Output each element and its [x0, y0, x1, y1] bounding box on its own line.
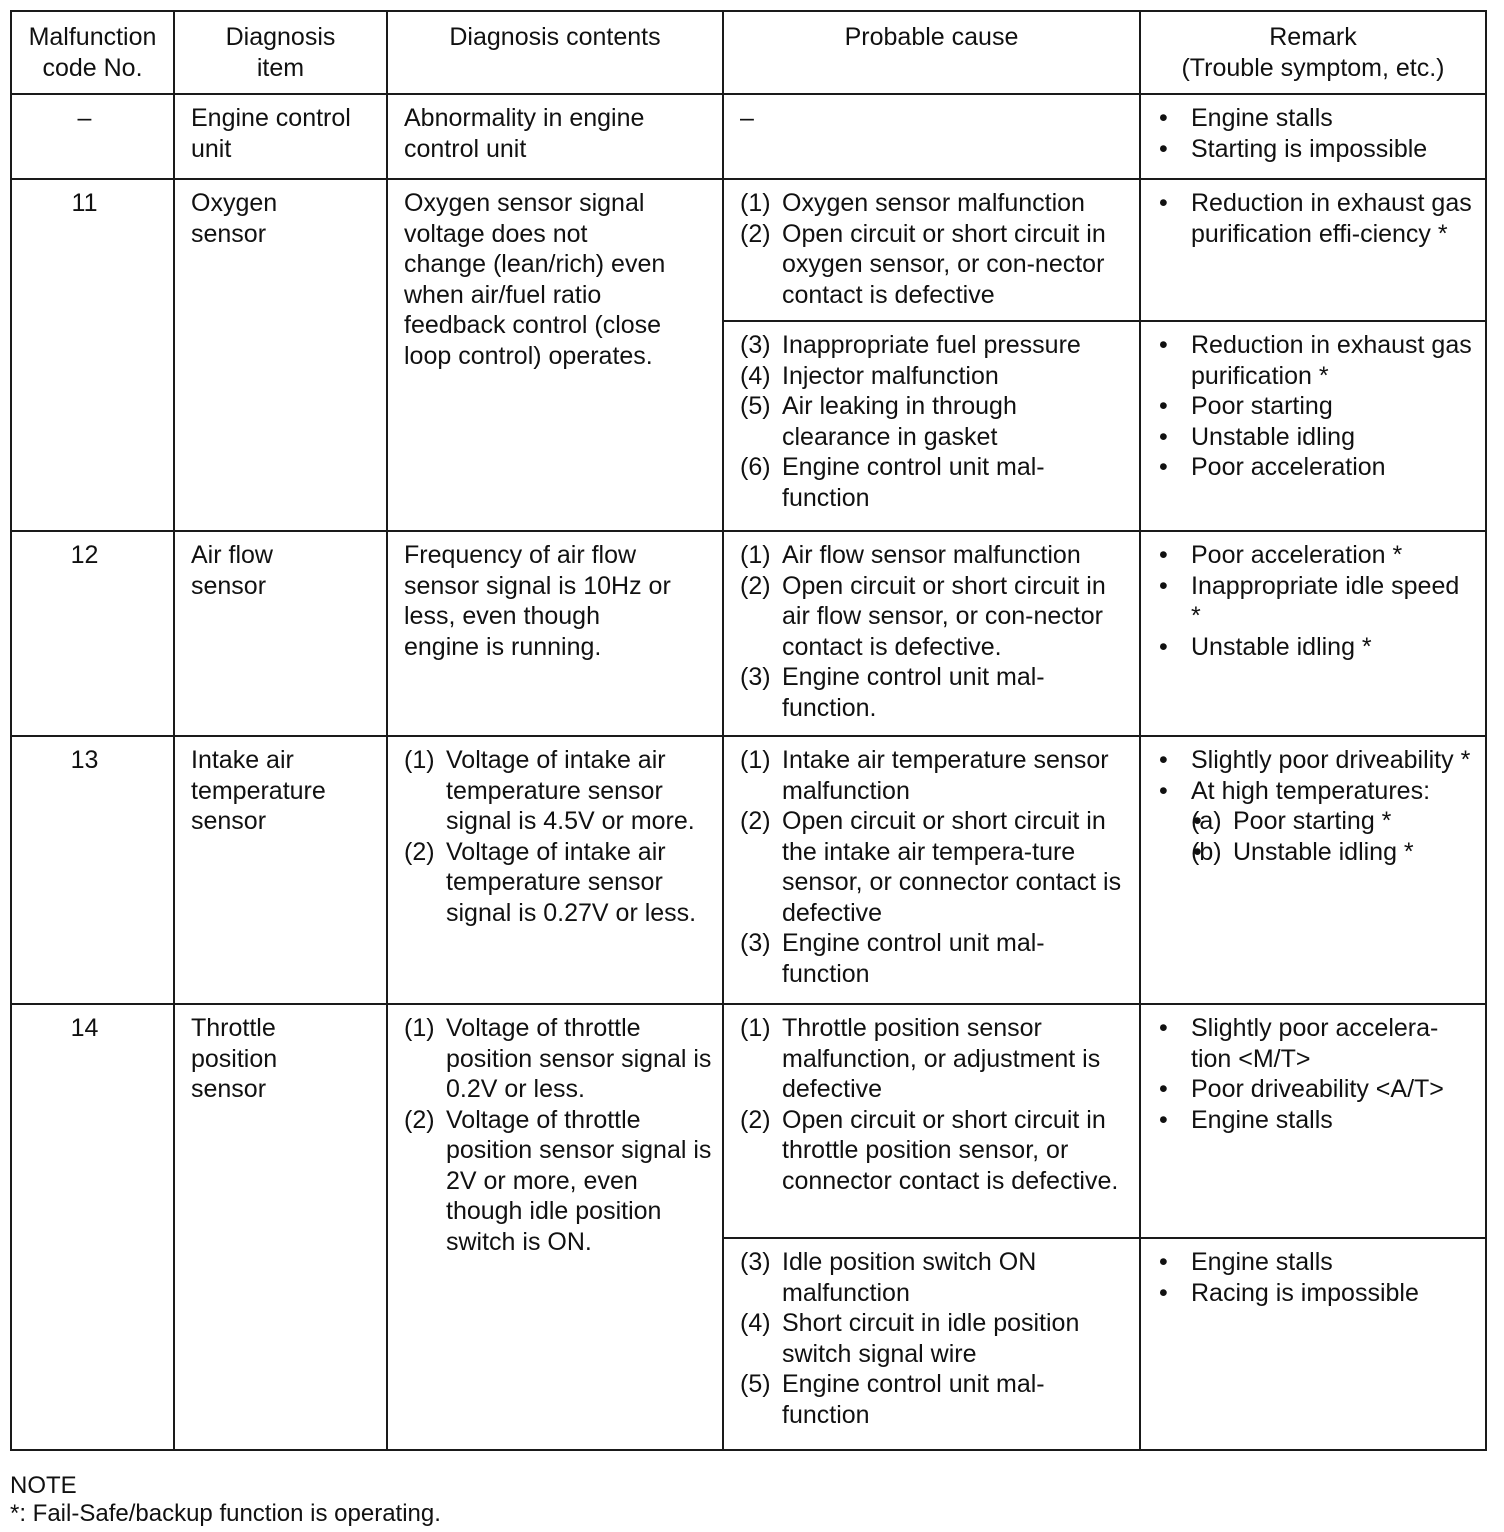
cause-item: (1) Throttle position sensor malfunction, or adjustment is defective — [740, 1014, 1101, 1103]
remark-item: • Poor driveability <A/T> — [1157, 1074, 1475, 1105]
cause-item: (3) Engine control unit mal-function — [740, 929, 1045, 988]
header-contents: Diagnosis contents — [387, 11, 723, 94]
cause-item: (5) Air leaking in through clearance in gasket — [740, 392, 1017, 451]
cause-item: (4) Injector malfunction — [740, 361, 999, 390]
remark-item: • Poor acceleration * — [1157, 540, 1475, 571]
item-cell: Intake air temperature sensor — [174, 736, 387, 1004]
cause-cell — [723, 1238, 1140, 1450]
header-item: Diagnosis item — [174, 11, 387, 94]
cause-cell — [723, 1004, 1140, 1238]
sub-remark-item: • (a) Poor starting * — [1191, 806, 1475, 837]
item-cell: Engine control unit — [174, 94, 387, 179]
remark-item: • Unstable idling * — [1157, 632, 1475, 663]
code-cell: 14 — [11, 1004, 174, 1450]
cause-cell: – — [723, 94, 1140, 179]
diagnosis-table — [10, 10, 1487, 1451]
remark-item: • Racing is impossible — [1157, 1278, 1475, 1309]
remark-item: • Inappropriate idle speed * — [1157, 571, 1475, 632]
contents-item: (1) Voltage of throttle position sensor signal is 0.2V or less. — [404, 1014, 712, 1103]
cause-item: (2) Open circuit or short circuit in throttle position sensor, or connector contact is defective. — [740, 1105, 1119, 1195]
remark-item: • Starting is impossible — [1157, 134, 1475, 165]
remark-cell — [1140, 1004, 1486, 1238]
remark-item: • Unstable idling — [1157, 422, 1475, 453]
table-header-row — [11, 11, 1486, 94]
remark-cell — [1140, 1238, 1486, 1450]
contents-item: (2) Voltage of intake air temperature sensor signal is 0.27V or less. — [404, 837, 697, 927]
cause-item: (1) Intake air temperature sensor malfunction — [740, 746, 1109, 805]
remark-cell — [1140, 94, 1486, 179]
table-row — [11, 94, 1486, 179]
table-row — [11, 1004, 1486, 1238]
remark-item: • Engine stalls — [1157, 1247, 1475, 1278]
remark-cell — [1140, 531, 1486, 736]
remark-item: • Reduction in exhaust gas purification * — [1157, 330, 1475, 391]
item-cell: Throttle position sensor — [174, 1004, 387, 1450]
remark-item: • Engine stalls — [1157, 1105, 1475, 1136]
contents-cell — [387, 736, 723, 1004]
cause-item: (5) Engine control unit mal-function — [740, 1370, 1045, 1429]
remark-item: • At high temperatures: • (a) Poor starting * • (b) Unstable idling * — [1157, 776, 1475, 868]
code-cell: 13 — [11, 736, 174, 1004]
cause-cell — [723, 179, 1140, 321]
header-cause: Probable cause — [723, 11, 1140, 94]
cause-cell — [723, 736, 1140, 1004]
cause-item: (4) Short circuit in idle position switch signal wire — [740, 1309, 1080, 1368]
cause-item: (2) Open circuit or short circuit in the intake air tempera-ture sensor, or connector contact is defective — [740, 807, 1122, 927]
remark-item: • Slightly poor accelera-tion <M/T> — [1157, 1013, 1475, 1074]
remark-cell — [1140, 179, 1486, 321]
cause-item: (1) Oxygen sensor malfunction — [740, 189, 1085, 217]
table-row — [11, 531, 1486, 736]
remark-item: • Slightly poor driveability * — [1157, 745, 1475, 776]
cause-item: (3) Inappropriate fuel pressure — [740, 331, 1081, 359]
item-cell: Air flow sensor — [174, 531, 387, 736]
cause-item: (2) Open circuit or short circuit in air flow sensor, or con-nector contact is defective. — [740, 571, 1106, 661]
cause-cell — [723, 321, 1140, 531]
cause-item: (3) Engine control unit mal-function. — [740, 663, 1045, 722]
table-row — [11, 179, 1486, 321]
code-cell: – — [11, 94, 174, 179]
cause-cell — [723, 531, 1140, 736]
remark-item: • Reduction in exhaust gas purification effi-ciency * — [1157, 188, 1475, 249]
cause-item: (3) Idle position switch ON malfunction — [740, 1248, 1037, 1307]
cause-item: (1) Air flow sensor malfunction — [740, 541, 1081, 569]
contents-cell: Abnormality in engine control unit — [387, 94, 723, 179]
remark-item: • Engine stalls — [1157, 103, 1475, 134]
note-block — [10, 1472, 441, 1528]
contents-cell — [387, 1004, 723, 1450]
cause-item: (2) Open circuit or short circuit in oxygen sensor, or con-nector contact is defective — [740, 219, 1106, 309]
note-title: NOTE — [10, 1472, 77, 1499]
sub-remark-item: • (b) Unstable idling * — [1191, 837, 1475, 868]
cause-item: (6) Engine control unit mal-function — [740, 453, 1045, 512]
remark-item: • Poor starting — [1157, 391, 1475, 422]
contents-item: (1) Voltage of intake air temperature sensor signal is 4.5V or more. — [404, 746, 695, 835]
code-cell: 11 — [11, 179, 174, 531]
remark-cell — [1140, 736, 1486, 1004]
contents-item: (2) Voltage of throttle position sensor signal is 2V or more, even though idle position switch is ON. — [404, 1105, 712, 1256]
remark-cell — [1140, 321, 1486, 531]
code-cell: 12 — [11, 531, 174, 736]
header-remark: Remark (Trouble symptom, etc.) — [1140, 11, 1486, 94]
contents-cell: Frequency of air flow sensor signal is 10Hz or less, even though engine is running. — [387, 531, 723, 736]
note-text: *: Fail-Safe/backup function is operating. — [10, 1500, 441, 1527]
contents-cell: Oxygen sensor signal voltage does not change (lean/rich) even when air/fuel ratio feedback control (close loop control) operates. — [387, 179, 723, 531]
table-row — [11, 736, 1486, 1004]
remark-item: • Poor acceleration — [1157, 452, 1475, 483]
header-code: Malfunction code No. — [11, 11, 174, 94]
item-cell: Oxygen sensor — [174, 179, 387, 531]
